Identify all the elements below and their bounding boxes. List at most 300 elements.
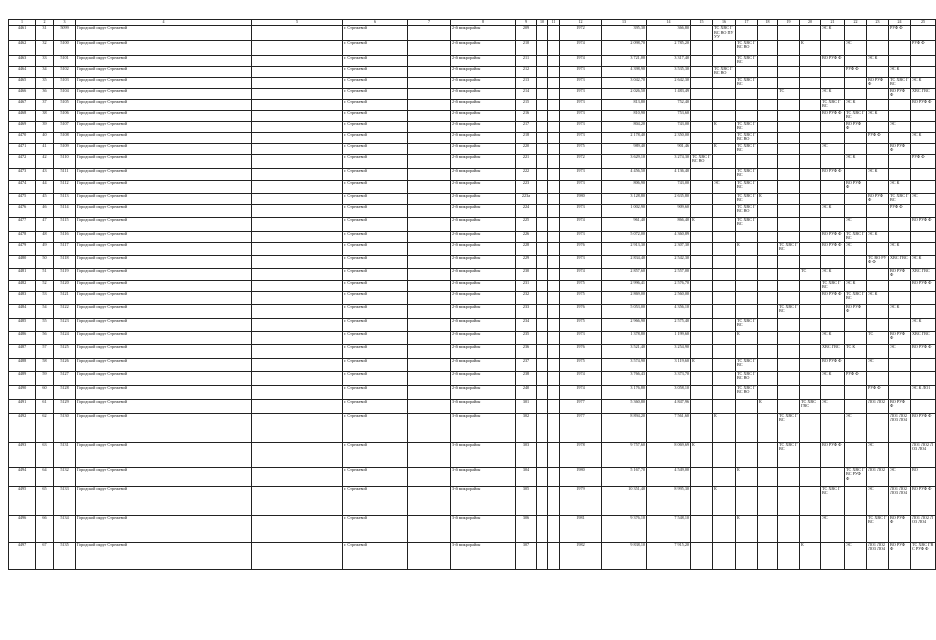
- table-row: [9, 331, 936, 344]
- table-cell-col-17: [736, 110, 758, 121]
- table-cell-col-8: 2-й микрорайон: [451, 77, 516, 88]
- table-cell-col-5: [252, 358, 343, 371]
- table-cell-col-13: 3 176,80: [602, 385, 647, 399]
- table-cell-col-25: [911, 304, 936, 318]
- table-cell-col-6: г. Стрежевой: [343, 268, 408, 280]
- table-cell-col-21: ВО РУФ Ф: [821, 231, 845, 242]
- table-cell-col-4: Городской округ Стрежевой: [76, 110, 252, 121]
- table-cell-col-11: [548, 318, 560, 331]
- table-cell-col-1: 4497: [9, 542, 36, 569]
- table-cell-col-19: [778, 143, 800, 154]
- table-cell-col-1: 4480: [9, 255, 36, 268]
- table-cell-col-25: [911, 358, 936, 371]
- table-row: [9, 121, 936, 132]
- table-cell-col-11: [548, 217, 560, 231]
- table-cell-col-21: ТС ХВС ГВС: [821, 99, 845, 110]
- table-cell-col-13: 3 629,10: [602, 154, 647, 168]
- table-cell-col-20: [800, 180, 821, 193]
- table-cell-col-23: [867, 318, 889, 331]
- table-cell-col-6: г. Стрежевой: [343, 180, 408, 193]
- table-cell-col-9: 220: [516, 143, 537, 154]
- table-cell-col-21: [821, 121, 845, 132]
- table-cell-col-22: ТС ХВС ГВС: [845, 110, 867, 121]
- table-cell-col-5: [252, 26, 343, 41]
- table-cell-col-11: [548, 542, 560, 569]
- table-cell-col-14: 7 561,60: [647, 413, 691, 442]
- table-cell-col-18: [758, 358, 778, 371]
- table-cell-col-20: [800, 55, 821, 66]
- table-cell-col-23: [867, 217, 889, 231]
- table-cell-col-15: [691, 88, 713, 99]
- table-cell-col-23: ЭС: [867, 486, 889, 515]
- column-number-20: 20: [800, 20, 821, 26]
- table-cell-col-16: [713, 255, 736, 268]
- table-cell-col-4: Городской округ Стрежевой: [76, 255, 252, 268]
- table-cell-col-15: [691, 304, 713, 318]
- table-cell-col-5: [252, 168, 343, 180]
- table-cell-col-23: ВО РУФ Ф: [867, 193, 889, 204]
- table-cell-col-6: г. Стрежевой: [343, 542, 408, 569]
- table-cell-col-3: 5116: [54, 231, 76, 242]
- table-cell-col-20: [800, 255, 821, 268]
- table-cell-col-7: [408, 168, 451, 180]
- table-cell-col-22: [845, 88, 867, 99]
- table-cell-col-19: [778, 66, 800, 77]
- table-cell-col-19: [778, 180, 800, 193]
- table-cell-col-23: [867, 26, 889, 41]
- table-cell-col-16: [713, 542, 736, 569]
- table-cell-col-1: 4482: [9, 280, 36, 291]
- table-cell-col-7: [408, 143, 451, 154]
- table-cell-col-16: ТС ХВС ГВС ВО: [713, 66, 736, 77]
- table-cell-col-2: 35: [36, 77, 54, 88]
- table-cell-col-12: 1973: [560, 66, 602, 77]
- table-cell-col-24: [889, 318, 911, 331]
- table-row: [9, 26, 936, 41]
- table-cell-col-1: 4469: [9, 121, 36, 132]
- table-row: [9, 442, 936, 467]
- table-cell-col-4: Городской округ Стрежевой: [76, 291, 252, 304]
- table-cell-col-15: К: [691, 442, 713, 467]
- table-cell-col-15: [691, 77, 713, 88]
- table-cell-col-9: 303: [516, 442, 537, 467]
- table-cell-col-7: [408, 304, 451, 318]
- table-cell-col-14: 1 483,49: [647, 88, 691, 99]
- table-cell-col-2: 66: [36, 515, 54, 542]
- table-cell-col-22: РУФ Ф: [845, 371, 867, 385]
- table-cell-col-3: 5133: [54, 486, 76, 515]
- table-cell-col-19: [778, 358, 800, 371]
- table-cell-col-8: 3-й микрорайон: [451, 467, 516, 486]
- table-cell-col-5: [252, 110, 343, 121]
- table-cell-col-22: ЭС: [845, 242, 867, 255]
- table-cell-col-15: [691, 268, 713, 280]
- table-cell-col-11: [548, 77, 560, 88]
- table-cell-col-17: ТС ХВС ГВС: [736, 143, 758, 154]
- table-cell-col-5: [252, 467, 343, 486]
- table-cell-col-13: 961,40: [602, 217, 647, 231]
- table-cell-col-24: ЭС К: [889, 180, 911, 193]
- table-cell-col-10: [537, 331, 548, 344]
- table-cell-col-3: 5124: [54, 331, 76, 344]
- table-cell-col-5: [252, 515, 343, 542]
- table-cell-col-17: ТС ХВС ГВС ВО: [736, 204, 758, 217]
- table-cell-col-11: [548, 399, 560, 413]
- table-cell-col-18: [758, 40, 778, 55]
- table-cell-col-13: 804,20: [602, 121, 647, 132]
- table-cell-col-3: 5105: [54, 99, 76, 110]
- table-cell-col-7: [408, 99, 451, 110]
- table-cell-col-21: [821, 255, 845, 268]
- table-cell-col-25: ВО РУФ Ф: [911, 486, 936, 515]
- table-cell-col-23: [867, 268, 889, 280]
- table-cell-col-23: [867, 344, 889, 358]
- table-cell-col-9: 238: [516, 371, 537, 385]
- table-cell-col-23: [867, 40, 889, 55]
- table-cell-col-16: [713, 358, 736, 371]
- table-cell-col-14: 2 635,80: [647, 193, 691, 204]
- table-cell-col-24: ЭС К: [889, 304, 911, 318]
- table-cell-col-3: 5126: [54, 358, 76, 371]
- table-cell-col-4: Городской округ Стрежевой: [76, 358, 252, 371]
- table-cell-col-22: [845, 193, 867, 204]
- table-cell-col-13: 5 053,00: [602, 304, 647, 318]
- table-cell-col-16: [713, 99, 736, 110]
- table-cell-col-13: 2 834,40: [602, 255, 647, 268]
- table-cell-col-20: [800, 231, 821, 242]
- table-cell-col-11: [548, 132, 560, 143]
- table-cell-col-4: Городской округ Стрежевой: [76, 66, 252, 77]
- column-number-25: 25: [911, 20, 936, 26]
- table-cell-col-19: [778, 255, 800, 268]
- table-cell-col-14: 2 350,00: [647, 132, 691, 143]
- table-cell-col-24: РУФ Ф: [889, 26, 911, 41]
- table-cell-col-6: г. Стрежевой: [343, 280, 408, 291]
- table-cell-col-10: [537, 204, 548, 217]
- table-cell-col-21: ВО РУФ Ф: [821, 442, 845, 467]
- table-cell-col-22: [845, 442, 867, 467]
- table-cell-col-2: 61: [36, 399, 54, 413]
- table-cell-col-13: 810,90: [602, 110, 647, 121]
- table-cell-col-3: 5100: [54, 40, 76, 55]
- table-cell-col-15: [691, 318, 713, 331]
- table-cell-col-3: 5108: [54, 132, 76, 143]
- table-cell-col-8: 2-й микрорайон: [451, 268, 516, 280]
- table-cell-col-14: 752,40: [647, 99, 691, 110]
- table-cell-col-19: [778, 77, 800, 88]
- table-cell-col-19: [778, 204, 800, 217]
- table-cell-col-16: К: [713, 143, 736, 154]
- table-cell-col-12: 1973: [560, 88, 602, 99]
- table-cell-col-8: 2-й микрорайон: [451, 242, 516, 255]
- table-cell-col-9: 221: [516, 154, 537, 168]
- table-cell-col-2: 39: [36, 121, 54, 132]
- table-cell-col-14: 366,80: [647, 26, 691, 41]
- table-row: [9, 99, 936, 110]
- table-cell-col-18: [758, 255, 778, 268]
- table-cell-col-4: Городской округ Стрежевой: [76, 180, 252, 193]
- table-cell-col-13: 3 128,80: [602, 193, 647, 204]
- table-cell-col-17: [736, 304, 758, 318]
- table-cell-col-13: 2 869,00: [602, 291, 647, 304]
- table-cell-col-13: 395,30: [602, 26, 647, 41]
- table-cell-col-21: ХВС ГВС: [821, 344, 845, 358]
- table-cell-col-20: [800, 26, 821, 41]
- table-cell-col-23: [867, 242, 889, 255]
- table-cell-col-22: [845, 204, 867, 217]
- table-cell-col-17: К: [736, 515, 758, 542]
- table-cell-col-3: 5113: [54, 193, 76, 204]
- table-cell-col-2: 31: [36, 26, 54, 41]
- table-cell-col-9: 213: [516, 77, 537, 88]
- table-cell-col-18: [758, 231, 778, 242]
- table-cell-col-6: г. Стрежевой: [343, 154, 408, 168]
- table-cell-col-10: [537, 413, 548, 442]
- table-cell-col-12: 1980: [560, 193, 602, 204]
- table-cell-col-19: [778, 168, 800, 180]
- table-cell-col-8: 2-й микрорайон: [451, 318, 516, 331]
- table-cell-col-15: [691, 204, 713, 217]
- table-cell-col-19: [778, 231, 800, 242]
- table-cell-col-13: 5 360,80: [602, 399, 647, 413]
- table-cell-col-17: ТС ХВС ГВС: [736, 180, 758, 193]
- table-cell-col-19: [778, 467, 800, 486]
- table-cell-col-18: [758, 110, 778, 121]
- table-cell-col-18: [758, 132, 778, 143]
- table-cell-col-16: [713, 268, 736, 280]
- table-cell-col-24: ЭС: [889, 467, 911, 486]
- table-cell-col-19: [778, 371, 800, 385]
- table-cell-col-2: 53: [36, 291, 54, 304]
- table-cell-col-8: 3-й микрорайон: [451, 486, 516, 515]
- table-cell-col-19: ТС ХВС ГВС: [778, 413, 800, 442]
- table-cell-col-1: 4470: [9, 132, 36, 143]
- table-cell-col-14: 743,00: [647, 180, 691, 193]
- table-cell-col-5: [252, 318, 343, 331]
- table-cell-col-12: 1972: [560, 26, 602, 41]
- table-cell-col-15: [691, 180, 713, 193]
- table-cell-col-20: [800, 467, 821, 486]
- table-cell-col-1: 4466: [9, 88, 36, 99]
- table-cell-col-16: [713, 399, 736, 413]
- table-cell-col-7: [408, 204, 451, 217]
- table-cell-col-11: [548, 413, 560, 442]
- table-cell-col-6: г. Стрежевой: [343, 26, 408, 41]
- table-cell-col-10: [537, 193, 548, 204]
- table-cell-col-17: [736, 26, 758, 41]
- table-cell-col-5: [252, 331, 343, 344]
- table-cell-col-7: [408, 542, 451, 569]
- table-cell-col-9: 237: [516, 358, 537, 371]
- table-cell-col-13: 3 521,40: [602, 344, 647, 358]
- table-cell-col-6: г. Стрежевой: [343, 99, 408, 110]
- table-cell-col-14: 7 915,20: [647, 542, 691, 569]
- table-cell-col-18: [758, 242, 778, 255]
- table-cell-col-7: [408, 280, 451, 291]
- table-cell-col-5: [252, 268, 343, 280]
- table-cell-col-22: [845, 399, 867, 413]
- table-cell-col-18: [758, 280, 778, 291]
- table-cell-col-10: [537, 168, 548, 180]
- table-cell-col-16: [713, 242, 736, 255]
- table-cell-col-6: г. Стрежевой: [343, 358, 408, 371]
- table-cell-col-12: 1973: [560, 77, 602, 88]
- table-cell-col-22: [845, 132, 867, 143]
- table-cell-col-6: г. Стрежевой: [343, 255, 408, 268]
- table-cell-col-22: ЭС: [845, 40, 867, 55]
- table-cell-col-23: РУФ Ф: [867, 385, 889, 399]
- table-cell-col-23: ВО РУФ Ф: [867, 77, 889, 88]
- table-cell-col-16: [713, 291, 736, 304]
- table-cell-col-17: ТС ХВС ГВС: [736, 77, 758, 88]
- table-cell-col-10: [537, 399, 548, 413]
- table-cell-col-24: [889, 291, 911, 304]
- table-cell-col-7: [408, 268, 451, 280]
- table-cell-col-12: 1976: [560, 242, 602, 255]
- table-cell-col-17: [736, 255, 758, 268]
- table-cell-col-25: [911, 26, 936, 41]
- table-cell-col-16: [713, 204, 736, 217]
- table-cell-col-11: [548, 40, 560, 55]
- table-cell-col-11: [548, 193, 560, 204]
- table-cell-col-6: г. Стрежевой: [343, 242, 408, 255]
- table-row: [9, 132, 936, 143]
- table-cell-col-7: [408, 486, 451, 515]
- table-cell-col-14: 909,60: [647, 204, 691, 217]
- table-cell-col-25: ВО РУФ Ф: [911, 344, 936, 358]
- table-cell-col-8: 2-й микрорайон: [451, 66, 516, 77]
- table-row: [9, 486, 936, 515]
- table-cell-col-24: ЭС: [889, 344, 911, 358]
- table-cell-col-21: [821, 77, 845, 88]
- table-cell-col-18: [758, 486, 778, 515]
- table-cell-col-25: [911, 110, 936, 121]
- table-cell-col-12: 1974: [560, 217, 602, 231]
- table-cell-col-4: Городской округ Стрежевой: [76, 143, 252, 154]
- table-cell-col-14: 2 307,30: [647, 242, 691, 255]
- table-cell-col-17: К: [736, 467, 758, 486]
- table-cell-col-4: Городской округ Стрежевой: [76, 385, 252, 399]
- table-cell-col-15: [691, 413, 713, 442]
- table-cell-col-12: 1973: [560, 180, 602, 193]
- table-cell-col-1: 4496: [9, 515, 36, 542]
- table-cell-col-18: [758, 331, 778, 344]
- column-number-12: 12: [560, 20, 602, 26]
- table-cell-col-12: 1973: [560, 255, 602, 268]
- table-cell-col-24: ЭС: [889, 121, 911, 132]
- table-cell-col-10: [537, 121, 548, 132]
- table-cell-col-18: К: [758, 399, 778, 413]
- table-cell-col-5: [252, 217, 343, 231]
- table-cell-col-19: [778, 280, 800, 291]
- table-cell-col-16: [713, 231, 736, 242]
- table-cell-col-5: [252, 77, 343, 88]
- table-cell-col-11: [548, 291, 560, 304]
- table-cell-col-22: [845, 331, 867, 344]
- table-cell-col-13: 989,40: [602, 143, 647, 154]
- table-cell-col-24: [889, 132, 911, 143]
- table-cell-col-23: ТС: [867, 331, 889, 344]
- table-cell-col-20: [800, 77, 821, 88]
- table-cell-col-13: 3 042,70: [602, 77, 647, 88]
- table-cell-col-23: ЛО1 ЛО2: [867, 467, 889, 486]
- table-cell-col-20: [800, 442, 821, 467]
- table-cell-col-8: 3-й микрорайон: [451, 399, 516, 413]
- table-cell-col-4: Городской округ Стрежевой: [76, 486, 252, 515]
- table-cell-col-6: г. Стрежевой: [343, 515, 408, 542]
- table-cell-col-4: Городской округ Стрежевой: [76, 77, 252, 88]
- table-cell-col-4: Городской округ Стрежевой: [76, 371, 252, 385]
- table-cell-col-23: ЭС К: [867, 168, 889, 180]
- table-cell-col-6: г. Стрежевой: [343, 442, 408, 467]
- table-cell-col-14: 3 317,40: [647, 55, 691, 66]
- table-cell-col-8: 3-й микрорайон: [451, 413, 516, 442]
- table-cell-col-1: 4463: [9, 55, 36, 66]
- table-cell-col-18: [758, 168, 778, 180]
- table-cell-col-12: 1975: [560, 318, 602, 331]
- table-cell-col-9: 229: [516, 255, 537, 268]
- table-cell-col-18: [758, 217, 778, 231]
- table-cell-col-7: [408, 55, 451, 66]
- table-cell-col-6: г. Стрежевой: [343, 371, 408, 385]
- table-cell-col-5: [252, 385, 343, 399]
- table-cell-col-22: [845, 168, 867, 180]
- table-cell-col-14: 2 576,70: [647, 280, 691, 291]
- table-cell-col-25: ЛО1 ЛО2 ЛО3 ЛО4: [911, 515, 936, 542]
- table-cell-col-17: [736, 154, 758, 168]
- table-cell-col-7: [408, 121, 451, 132]
- table-cell-col-23: [867, 371, 889, 385]
- table-cell-col-9: 225: [516, 217, 537, 231]
- table-cell-col-1: 4491: [9, 399, 36, 413]
- table-cell-col-17: [736, 542, 758, 569]
- table-cell-col-19: [778, 99, 800, 110]
- table-cell-col-3: 5125: [54, 344, 76, 358]
- table-cell-col-1: 4485: [9, 318, 36, 331]
- registry-table: [8, 19, 936, 570]
- table-cell-col-20: [800, 217, 821, 231]
- table-cell-col-13: 2 857,60: [602, 268, 647, 280]
- table-cell-col-9: 210: [516, 40, 537, 55]
- table-cell-col-14: 3 058,10: [647, 385, 691, 399]
- table-cell-col-2: 59: [36, 371, 54, 385]
- table-cell-col-23: [867, 143, 889, 154]
- column-number-10: 10: [537, 20, 548, 26]
- table-cell-col-25: ЭС К ЛО1: [911, 385, 936, 399]
- table-cell-col-21: ТС ХВС ГВС: [821, 280, 845, 291]
- table-cell-col-17: ТС ХВС ГВС ВО: [736, 385, 758, 399]
- table-cell-col-24: ТС ХВС ГВС: [889, 77, 911, 88]
- table-cell-col-20: [800, 371, 821, 385]
- table-cell-col-23: ЭС К: [867, 55, 889, 66]
- column-number-17: 17: [736, 20, 758, 26]
- table-cell-col-7: [408, 77, 451, 88]
- table-cell-col-8: 2-й микрорайон: [451, 217, 516, 231]
- table-cell-col-12: 1975: [560, 143, 602, 154]
- table-cell-col-20: ТС ХВС ГВС: [800, 399, 821, 413]
- table-cell-col-24: [889, 371, 911, 385]
- table-cell-col-6: г. Стрежевой: [343, 40, 408, 55]
- table-cell-col-8: 2-й микрорайон: [451, 132, 516, 143]
- table-cell-col-4: Городской округ Стрежевой: [76, 55, 252, 66]
- table-cell-col-4: Городской округ Стрежевой: [76, 204, 252, 217]
- table-cell-col-4: Городской округ Стрежевой: [76, 318, 252, 331]
- table-cell-col-3: 5099: [54, 26, 76, 41]
- table-cell-col-6: г. Стрежевой: [343, 399, 408, 413]
- table-cell-col-21: [821, 304, 845, 318]
- table-cell-col-4: Городской округ Стрежевой: [76, 304, 252, 318]
- table-cell-col-4: Городской округ Стрежевой: [76, 542, 252, 569]
